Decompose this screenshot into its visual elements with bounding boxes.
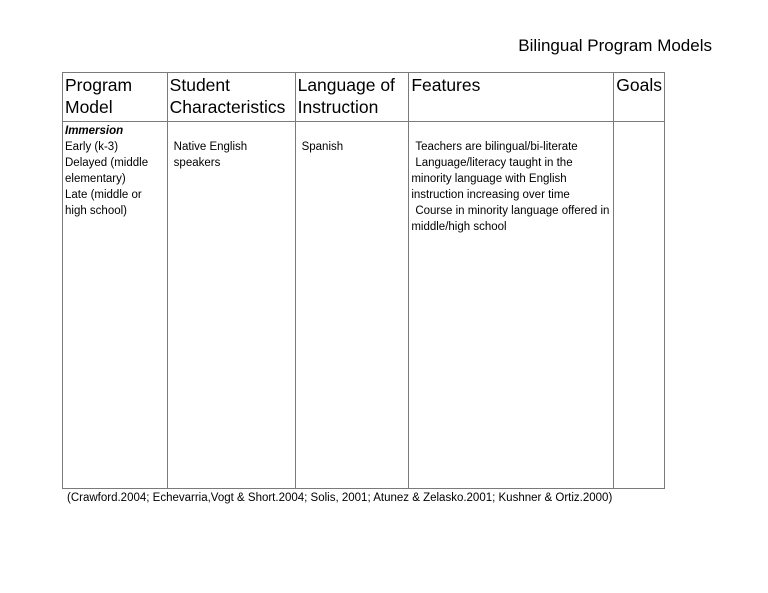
cell-goals [614, 122, 665, 489]
cell-language-of-instruction [295, 122, 409, 489]
header-language-of-instruction: Language of Instruction [295, 73, 409, 122]
language-text: Spanish [301, 141, 344, 153]
cell-features [409, 122, 614, 489]
table-row [63, 122, 665, 489]
program-category: Immersion [65, 125, 124, 137]
citation: (Crawford.2004; Echevarria,Vogt & Short.2004; Solis, 2001; Atunez & Zelasko.2001; Kushner & Ortiz.2000) [67, 492, 613, 504]
cell-student-characteristics [167, 122, 295, 489]
header-row [63, 73, 665, 122]
header-goals: Goals [614, 73, 665, 122]
feature-item: Course in minority language offered in middle/high school [411, 205, 610, 233]
feature-item: Teachers are bilingual/bi-literate [415, 141, 578, 153]
program-item: Early (k-3) [65, 141, 119, 153]
program-models-table [62, 72, 665, 489]
feature-item: Language/literacy taught in the minority language with English instruction increasing over time [411, 157, 573, 201]
header-program-model: Program Model [63, 73, 168, 122]
program-item: Late (middle or high school) [65, 189, 142, 217]
student-characteristics-text: Native English speakers [173, 141, 248, 169]
cell-program-model [63, 122, 168, 489]
document-title: Bilingual Program Models [518, 36, 712, 55]
program-item: Delayed (middle elementary) [65, 157, 149, 185]
header-features: Features [409, 73, 614, 122]
header-student-characteristics: Student Characteristics [167, 73, 295, 122]
